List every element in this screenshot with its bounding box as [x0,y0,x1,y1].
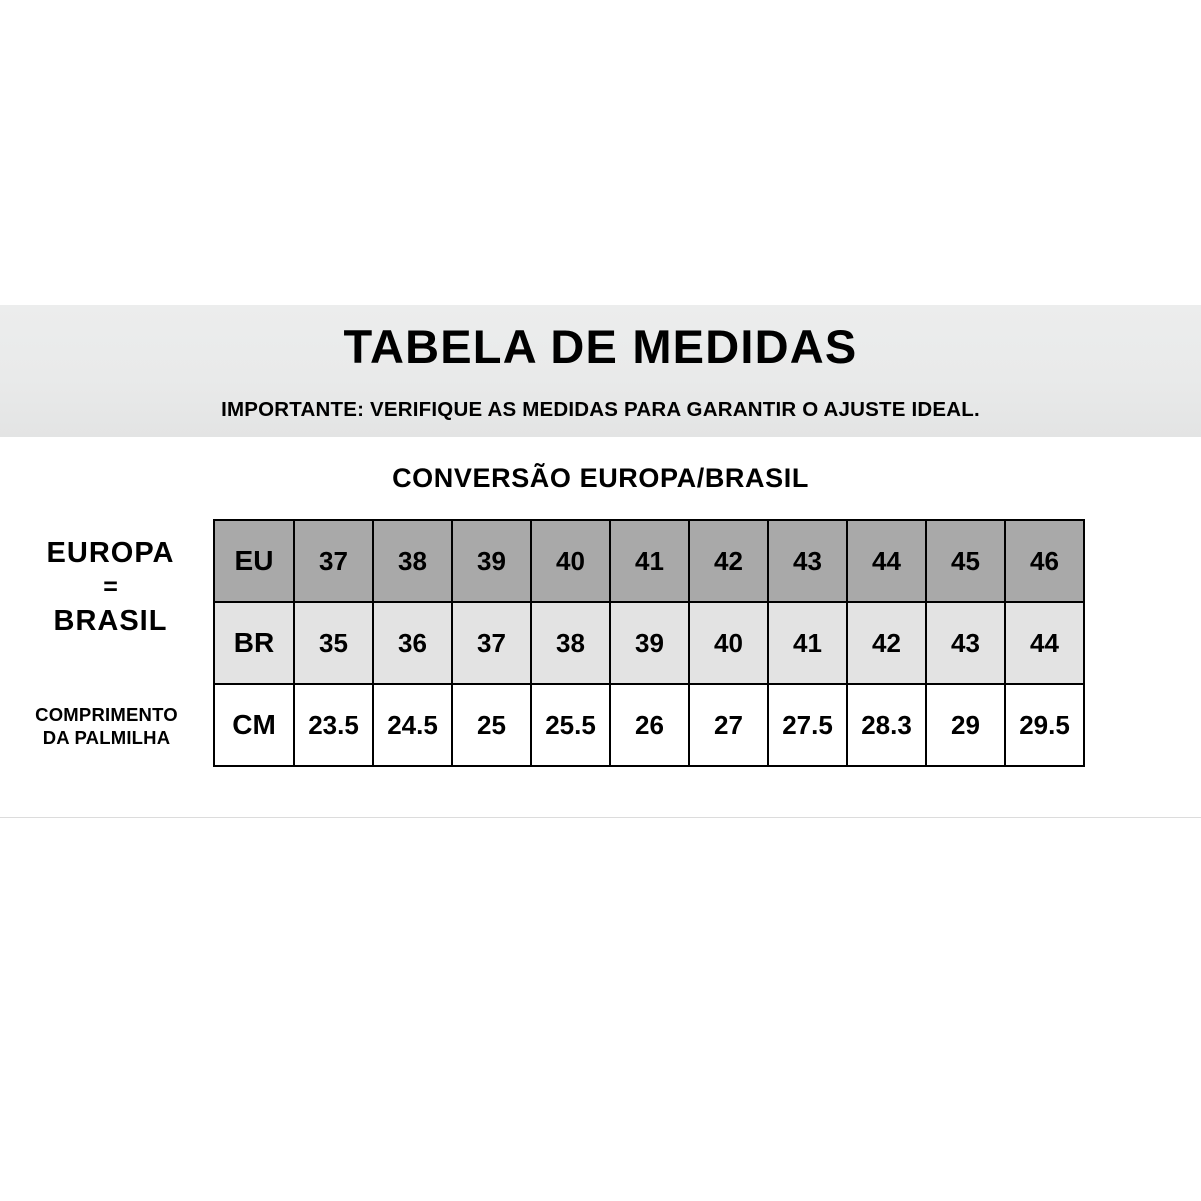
cell-br-6: 40 [689,602,768,684]
cell-eu-3: 39 [452,520,531,602]
cell-cm-8: 28.3 [847,684,926,766]
label-europa: EUROPA [46,537,175,569]
row-header-br: BR [214,602,294,684]
cell-eu-2: 38 [373,520,452,602]
cell-cm-3: 25 [452,684,531,766]
cell-cm-5: 26 [610,684,689,766]
label-equals: = [103,573,118,602]
divider [0,817,1201,818]
cell-eu-6: 42 [689,520,768,602]
page-subtitle: IMPORTANTE: VERIFIQUE AS MEDIDAS PARA GARANTIR O AJUSTE IDEAL. [221,398,980,421]
row-header-eu: EU [214,520,294,602]
cell-cm-2: 24.5 [373,684,452,766]
cell-cm-7: 27.5 [768,684,847,766]
cell-br-2: 36 [373,602,452,684]
cell-cm-6: 27 [689,684,768,766]
cell-br-9: 43 [926,602,1005,684]
page-title: TABELA DE MEDIDAS [343,320,858,373]
cell-eu-8: 44 [847,520,926,602]
label-brasil: BRASIL [53,605,168,638]
cell-eu-10: 46 [1005,520,1084,602]
table-row [214,684,1084,766]
section-title: CONVERSÃO EUROPA/BRASIL [392,463,809,493]
insole-length-label [0,704,213,749]
table-row [214,602,1084,684]
table-row [214,520,1084,602]
cell-eu-7: 43 [768,520,847,602]
cell-br-8: 42 [847,602,926,684]
cell-br-5: 39 [610,602,689,684]
row-header-cm: CM [214,684,294,766]
cell-cm-9: 29 [926,684,1005,766]
insole-length-label-line1: COMPRIMENTO [35,704,178,725]
cell-br-3: 37 [452,602,531,684]
insole-length-label-line2: DA PALMILHA [42,726,171,748]
cell-cm-1: 23.5 [294,684,373,766]
size-conversion-table [213,519,1085,767]
cell-br-1: 35 [294,602,373,684]
region-labels [8,536,213,638]
cell-br-10: 44 [1005,602,1084,684]
cell-eu-1: 37 [294,520,373,602]
cell-eu-4: 40 [531,520,610,602]
cell-eu-9: 45 [926,520,1005,602]
cell-br-7: 41 [768,602,847,684]
cell-br-4: 38 [531,602,610,684]
cell-cm-4: 25.5 [531,684,610,766]
cell-cm-10: 29.5 [1005,684,1084,766]
cell-eu-5: 41 [610,520,689,602]
